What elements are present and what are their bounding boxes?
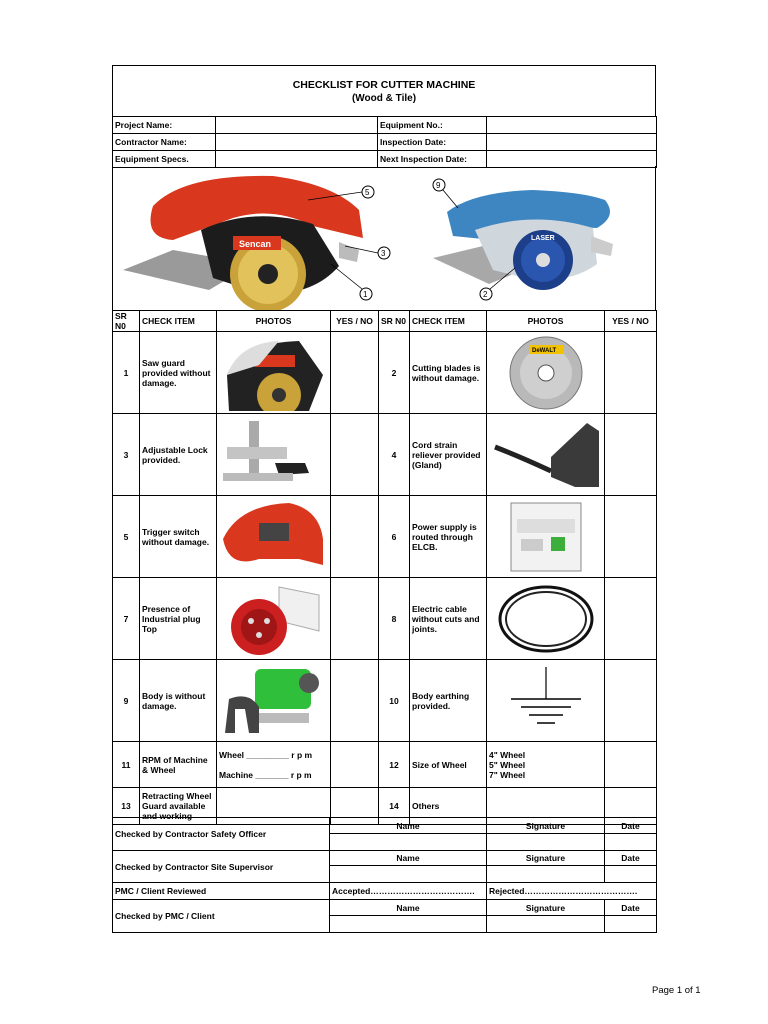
sr-number: 3 — [113, 414, 140, 496]
name-header: Name — [330, 818, 487, 834]
yes-no-field[interactable] — [605, 496, 657, 578]
project-name-field[interactable] — [216, 117, 378, 134]
site-supervisor-label: Checked by Contractor Site Supervisor — [113, 851, 330, 883]
check-item-text: Size of Wheel — [410, 742, 487, 788]
sr-number: 10 — [379, 660, 410, 742]
contractor-name-field[interactable] — [216, 134, 378, 151]
wheel-size-7[interactable]: 7" Wheel — [489, 769, 526, 780]
title-cell — [113, 66, 656, 117]
pmc-reviewed-label: PMC / Client Reviewed — [113, 883, 330, 900]
sr-number: 2 — [379, 332, 410, 414]
svg-text:5: 5 — [365, 188, 370, 197]
callout-1 — [331, 264, 372, 300]
machine-rpm-field[interactable]: Machine _______ r p m — [219, 769, 312, 780]
page-number: Page 1 of 1 — [652, 985, 701, 996]
pmc-date-field[interactable] — [605, 916, 657, 933]
check-item-text: Body earthing provided. — [410, 660, 487, 742]
inspection-date-label: Inspection Date: — [378, 134, 487, 151]
equipment-no-field[interactable] — [487, 117, 657, 134]
header-yes-no-2: YES / NO — [605, 311, 657, 332]
sr-number: 4 — [379, 414, 410, 496]
photo-adjustable-lock — [217, 414, 331, 496]
safety-officer-label: Checked by Contractor Safety Officer — [113, 818, 330, 851]
red-cutter-image — [123, 176, 363, 310]
check-item-text: Power supply is routed through ELCB. — [410, 496, 487, 578]
header-yes-no: YES / NO — [331, 311, 379, 332]
site-supervisor-name-field[interactable] — [330, 866, 487, 883]
wheel-size-5[interactable]: 5" Wheel — [489, 759, 526, 770]
rejected-field[interactable]: Rejected…………………………………. — [487, 883, 657, 900]
callout-9 — [433, 179, 458, 208]
signature-header: Signature — [487, 818, 605, 834]
safety-officer-name-field[interactable] — [330, 834, 487, 851]
signature-header: Signature — [487, 851, 605, 866]
yes-no-field[interactable] — [331, 332, 379, 414]
table-row — [113, 742, 657, 788]
signature-header: Signature — [487, 900, 605, 916]
site-supervisor-date-field[interactable] — [605, 866, 657, 883]
safety-officer-date-field[interactable] — [605, 834, 657, 851]
svg-text:9: 9 — [436, 181, 441, 190]
header-check-item: CHECK ITEM — [140, 311, 217, 332]
sr-number: 7 — [113, 578, 140, 660]
table-row — [113, 578, 657, 660]
date-header: Date — [605, 900, 657, 916]
next-inspection-date-label: Next Inspection Date: — [378, 151, 487, 168]
equipment-no-label: Equipment No.: — [378, 117, 487, 134]
svg-text:1: 1 — [363, 290, 368, 299]
sr-number: 5 — [113, 496, 140, 578]
yes-no-field[interactable] — [331, 660, 379, 742]
check-item-text: Trigger switch without damage. — [140, 496, 217, 578]
sr-number: 12 — [379, 742, 410, 788]
check-item-text: Others — [410, 788, 487, 825]
signoff-table — [112, 817, 657, 933]
check-item-text: Electric cable without cuts and joints. — [410, 578, 487, 660]
document-subtitle: (Wood & Tile) — [351, 92, 417, 104]
table-row — [113, 332, 657, 414]
brand-label-left: Sencan — [239, 239, 272, 249]
rpm-entry-cell[interactable] — [217, 742, 331, 788]
sr-number: 6 — [379, 496, 410, 578]
yes-no-field[interactable] — [605, 414, 657, 496]
sr-number: 9 — [113, 660, 140, 742]
header-check-item-2: CHECK ITEM — [410, 311, 487, 332]
check-item-text: Saw guard provided without damage. — [140, 332, 217, 414]
date-header: Date — [605, 851, 657, 866]
checked-pmc-label: Checked by PMC / Client — [113, 900, 330, 933]
check-item-text: Retracting Wheel Guard available and working — [140, 788, 217, 825]
yes-no-field[interactable] — [331, 414, 379, 496]
contractor-name-label: Contractor Name: — [113, 134, 216, 151]
yes-no-field[interactable] — [331, 496, 379, 578]
svg-text:2: 2 — [483, 290, 488, 299]
accepted-field[interactable]: Accepted………………………………. — [330, 883, 487, 900]
header-photos-2: PHOTOS — [487, 311, 605, 332]
sr-number: 13 — [113, 788, 140, 825]
photo-electric-cable — [487, 578, 605, 660]
blade-brand-label: DeWALT — [531, 347, 556, 354]
photo-elcb — [487, 496, 605, 578]
blue-cutter-image — [433, 190, 613, 290]
yes-no-field[interactable] — [605, 742, 657, 788]
wheel-size-options — [487, 742, 605, 788]
wheel-size-4[interactable]: 4" Wheel — [489, 749, 526, 760]
yes-no-field[interactable] — [331, 742, 379, 788]
svg-text:3: 3 — [381, 249, 386, 258]
table-row — [113, 414, 657, 496]
inspection-date-field[interactable] — [487, 134, 657, 151]
header-sr-no: SR N0 — [113, 311, 140, 332]
sr-number: 1 — [113, 332, 140, 414]
title-block — [112, 65, 656, 117]
sr-number: 11 — [113, 742, 140, 788]
photo-trigger-switch — [217, 496, 331, 578]
checklist-table — [112, 310, 657, 825]
check-item-text: Body is without damage. — [140, 660, 217, 742]
header-sr-no-2: SR N0 — [379, 311, 410, 332]
check-item-text: Cutting blades is without damage. — [410, 332, 487, 414]
date-header: Date — [605, 818, 657, 834]
photo-cord-gland — [487, 414, 605, 496]
brand-label-right: LASER — [531, 235, 555, 242]
photo-cutting-blade — [487, 332, 605, 414]
table-row — [113, 496, 657, 578]
photo-machine-body — [217, 660, 331, 742]
sr-number: 14 — [379, 788, 410, 825]
safety-officer-signature-field[interactable] — [487, 834, 605, 851]
check-item-text: Cord strain reliever provided (Gland) — [410, 414, 487, 496]
yes-no-field[interactable] — [605, 332, 657, 414]
header-photos: PHOTOS — [217, 311, 331, 332]
photo-saw-guard — [217, 332, 331, 414]
equipment-specs-field[interactable] — [216, 151, 378, 168]
table-row — [113, 660, 657, 742]
machine-photo-area — [112, 166, 656, 310]
machine-illustration — [113, 166, 655, 310]
sr-number: 8 — [379, 578, 410, 660]
project-info-table — [112, 116, 657, 168]
wheel-rpm-field[interactable]: Wheel _________ r p m — [219, 749, 313, 760]
check-item-text: Presence of Industrial plug Top — [140, 578, 217, 660]
yes-no-field[interactable] — [605, 660, 657, 742]
yes-no-field[interactable] — [605, 578, 657, 660]
equipment-specs-label: Equipment Specs. — [113, 151, 216, 168]
site-supervisor-signature-field[interactable] — [487, 866, 605, 883]
photo-earthing-symbol — [487, 660, 605, 742]
project-name-label: Project Name: — [113, 117, 216, 134]
pmc-signature-field[interactable] — [487, 916, 605, 933]
check-item-text: Adjustable Lock provided. — [140, 414, 217, 496]
photo-industrial-plug — [217, 578, 331, 660]
name-header: Name — [330, 851, 487, 866]
pmc-name-field[interactable] — [330, 916, 487, 933]
yes-no-field[interactable] — [331, 578, 379, 660]
document-title: CHECKLIST FOR CUTTER MACHINE — [292, 78, 476, 91]
check-item-text: RPM of Machine & Wheel — [140, 742, 217, 788]
name-header: Name — [330, 900, 487, 916]
next-inspection-date-field[interactable] — [487, 151, 657, 168]
